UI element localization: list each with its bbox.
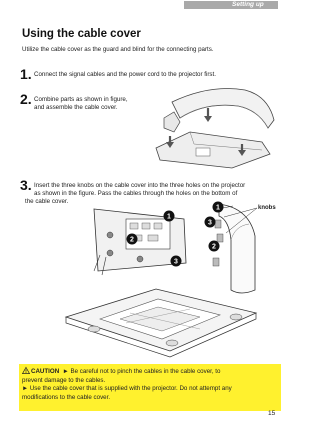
caution-line-4: modifications to the cable cover.	[22, 393, 111, 401]
step-3-number: 3.	[20, 177, 32, 193]
page-number: 15	[268, 410, 276, 417]
page-title: Using the cable cover	[22, 28, 141, 40]
callout-3-marker	[170, 255, 182, 267]
callout-3-label: 3	[174, 258, 178, 266]
knobs-label: knobs	[258, 205, 276, 211]
knob-callout-2-label: 2	[212, 243, 216, 251]
warning-icon	[22, 367, 30, 374]
assembly-figure	[150, 84, 280, 174]
page-header	[0, 0, 300, 10]
step-2-text-line1: Combine parts as shown in figure,	[34, 96, 128, 103]
step-1-number: 1.	[20, 66, 32, 82]
knob-callout-2-marker	[208, 240, 220, 252]
step-3-text-line1: Insert the three knobs on the cable cover into the three holes on the projector	[34, 182, 246, 189]
section-label: Setting up	[232, 1, 264, 8]
step-2-text-line2: and assemble the cable cover.	[34, 104, 118, 111]
step-2-number: 2.	[20, 91, 32, 107]
step-3-text-line2: as shown in the figure. Pass the cables through the holes on the bottom of	[34, 190, 238, 197]
projector-bottom-figure	[60, 283, 260, 358]
knob-callout-1-label: 1	[216, 204, 220, 212]
caution-line-1: ► Be careful not to pinch the cables in the cable cover, to	[62, 368, 221, 375]
caution-text	[22, 367, 278, 402]
step-1-text: Connect the signal cables and the power cord to the projector first.	[34, 71, 216, 78]
callout-1-marker	[163, 210, 175, 222]
caution-label: CAUTION	[31, 368, 60, 375]
caution-box	[19, 364, 281, 411]
knob-callout-3-marker	[204, 216, 216, 228]
knobs-leader-lines	[220, 205, 260, 245]
callout-2-marker	[126, 233, 138, 245]
callout-1-label: 1	[167, 213, 171, 221]
callout-2-label: 2	[130, 236, 134, 244]
knob-callout-3-label: 3	[208, 219, 212, 227]
intro-text: Utilize the cable cover as the guard and blind for the connecting parts.	[22, 46, 214, 53]
caution-line-3: ► Use the cable cover that is supplied with the projector. Do not attempt any	[22, 385, 232, 393]
caution-line-2: prevent damage to the cables.	[22, 376, 106, 384]
step-3-text-line3: the cable cover.	[25, 198, 69, 205]
